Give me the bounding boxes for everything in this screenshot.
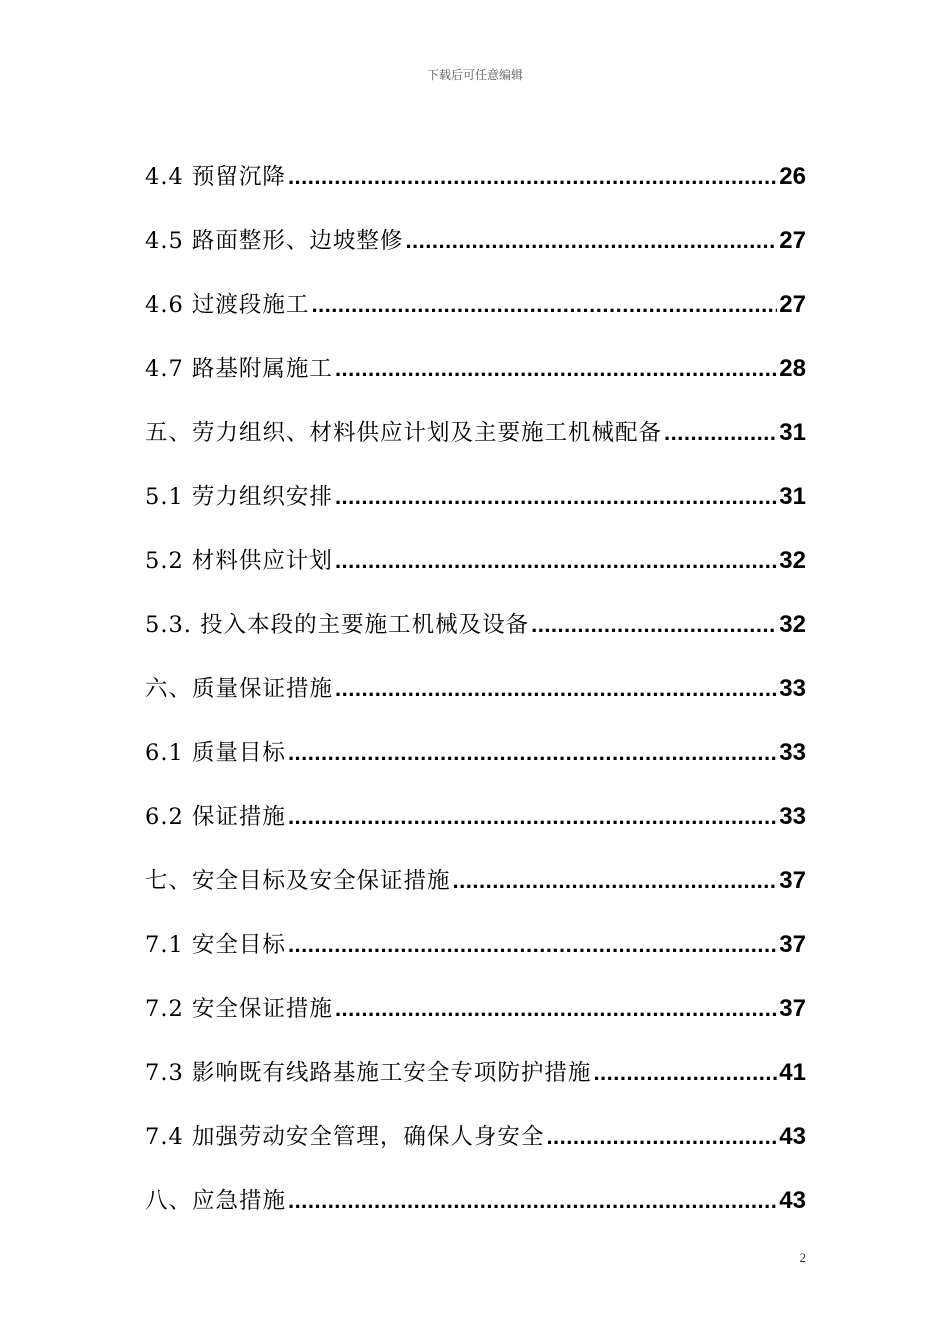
toc-entry-title: 6.1 质量目标 <box>145 740 286 766</box>
toc-leader-dots <box>335 546 777 576</box>
toc-leader-dots <box>311 290 777 320</box>
toc-entry-page: 33 <box>779 675 806 702</box>
toc-entry[interactable] <box>145 448 806 512</box>
page-number: 2 <box>799 1250 806 1265</box>
toc-entry[interactable] <box>145 256 806 320</box>
toc-leader-dots <box>288 738 777 768</box>
toc-leader-dots <box>546 1122 777 1152</box>
toc-entry-title: 5.1 劳力组织安排 <box>145 484 333 510</box>
toc-leader-dots <box>288 802 777 832</box>
toc-entry[interactable] <box>145 832 806 896</box>
toc-entry[interactable] <box>145 1152 806 1216</box>
toc-entry-page: 27 <box>779 227 806 254</box>
toc-leader-dots <box>531 610 777 640</box>
toc-entry-title: 7.2 安全保证措施 <box>145 996 333 1022</box>
toc-entry-title: 4.6 过渡段施工 <box>145 292 310 318</box>
toc-entry[interactable] <box>145 320 806 384</box>
toc-entry-title: 4.4 预留沉降 <box>145 164 286 190</box>
toc-leader-dots <box>335 994 777 1024</box>
toc-entry-page: 26 <box>779 163 806 190</box>
toc-entry-title: 5.2 材料供应计划 <box>145 548 333 574</box>
table-of-contents <box>145 128 806 1216</box>
toc-leader-dots <box>288 1186 777 1216</box>
toc-leader-dots <box>288 930 777 960</box>
toc-leader-dots <box>288 162 777 192</box>
toc-entry-title: 7.3 影响既有线路基施工安全专项防护措施 <box>145 1060 592 1086</box>
toc-entry[interactable] <box>145 1088 806 1152</box>
toc-entry[interactable] <box>145 128 806 192</box>
toc-entry-page: 43 <box>779 1187 806 1214</box>
toc-entry-page: 37 <box>779 931 806 958</box>
toc-entry[interactable] <box>145 576 806 640</box>
toc-leader-dots <box>335 482 777 512</box>
toc-entry[interactable] <box>145 896 806 960</box>
toc-entry-page: 37 <box>779 995 806 1022</box>
toc-entry-title: 4.7 路基附属施工 <box>145 356 333 382</box>
toc-entry-title: 五、劳力组织、材料供应计划及主要施工机械配备 <box>145 420 663 446</box>
toc-entry-title: 5.3. 投入本段的主要施工机械及设备 <box>145 612 530 638</box>
toc-entry-page: 31 <box>779 419 806 446</box>
toc-entry-page: 41 <box>779 1059 806 1086</box>
toc-entry-title: 4.5 路面整形、边坡整修 <box>145 228 404 254</box>
toc-entry[interactable] <box>145 704 806 768</box>
toc-entry-page: 33 <box>779 739 806 766</box>
toc-leader-dots <box>664 418 777 448</box>
toc-entry-page: 32 <box>779 547 806 574</box>
toc-entry-title: 7.4 加强劳动安全管理，确保人身安全 <box>145 1124 545 1150</box>
toc-entry[interactable] <box>145 192 806 256</box>
toc-leader-dots <box>335 354 777 384</box>
toc-leader-dots <box>453 866 778 896</box>
toc-entry[interactable] <box>145 1024 806 1088</box>
toc-entry[interactable] <box>145 384 806 448</box>
toc-leader-dots <box>405 226 777 256</box>
toc-entry-title: 八、应急措施 <box>145 1188 287 1214</box>
toc-entry-page: 31 <box>779 483 806 510</box>
toc-entry[interactable] <box>145 512 806 576</box>
toc-entry-page: 32 <box>779 611 806 638</box>
toc-entry-title: 六、质量保证措施 <box>145 676 334 702</box>
toc-entry-title: 七、安全目标及安全保证措施 <box>145 868 451 894</box>
toc-entry-page: 37 <box>779 867 806 894</box>
toc-entry-title: 6.2 保证措施 <box>145 804 286 830</box>
toc-leader-dots <box>335 674 777 704</box>
toc-entry[interactable] <box>145 640 806 704</box>
toc-entry-title: 7.1 安全目标 <box>145 932 286 958</box>
toc-entry-page: 27 <box>779 291 806 318</box>
toc-entry[interactable] <box>145 960 806 1024</box>
toc-entry-page: 28 <box>779 355 806 382</box>
toc-leader-dots <box>593 1058 777 1088</box>
toc-entry[interactable] <box>145 768 806 832</box>
header-note: 下载后可任意编辑 <box>426 68 523 82</box>
toc-entry-page: 43 <box>779 1123 806 1150</box>
toc-entry-page: 33 <box>779 803 806 830</box>
